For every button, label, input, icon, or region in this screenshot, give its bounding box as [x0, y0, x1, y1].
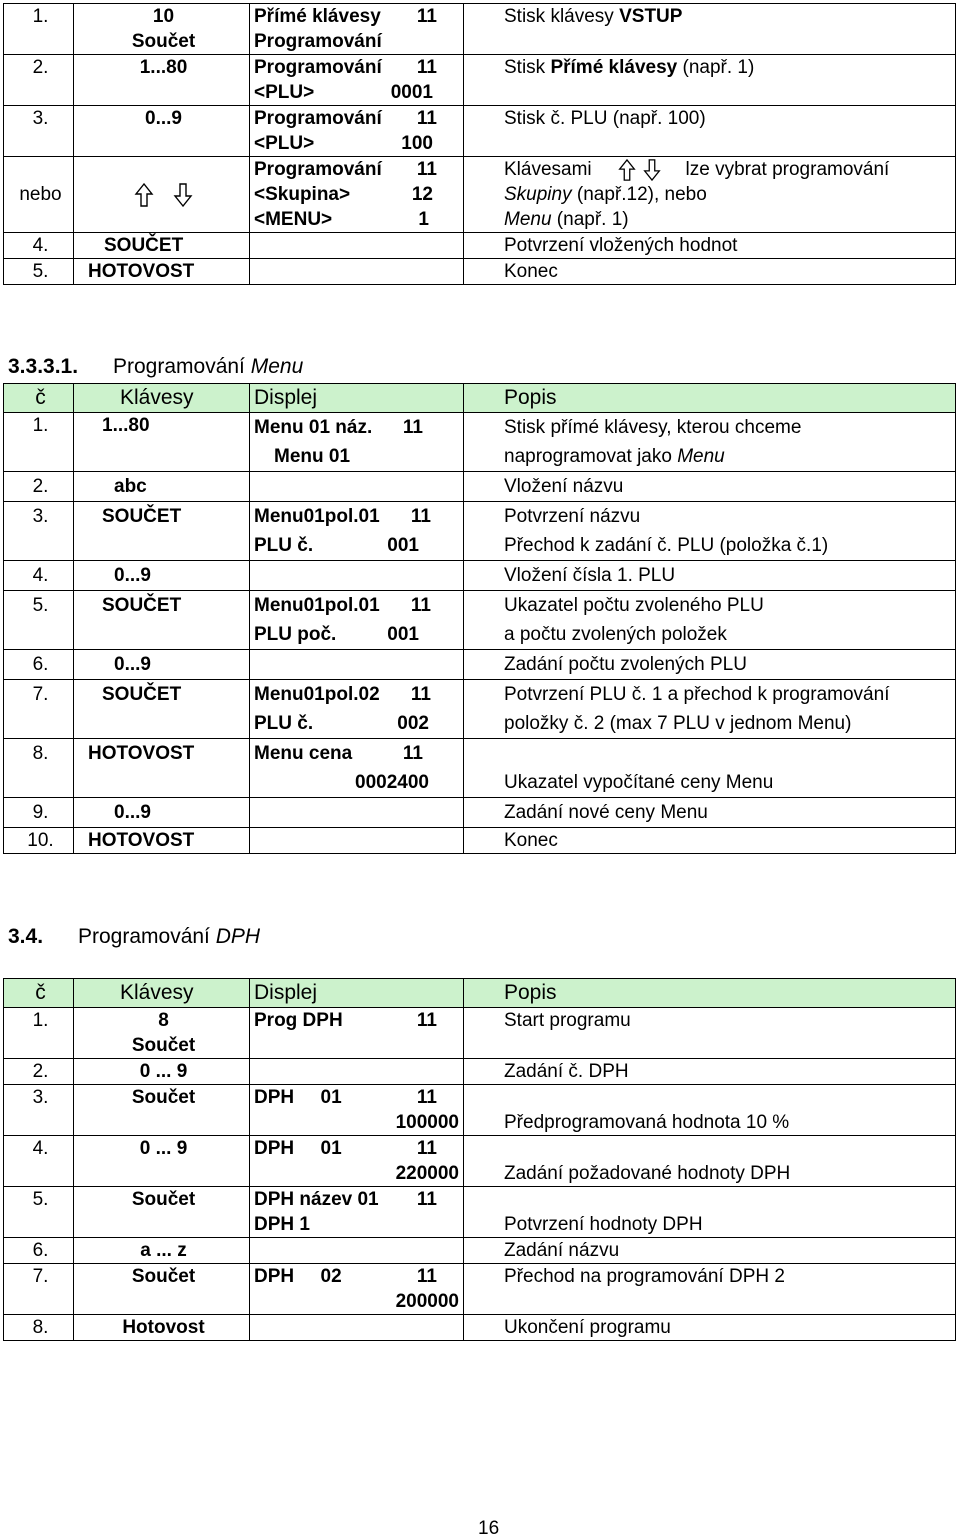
cell-desc: Klávesami lze vybrat programování Skupiny (např.12), nebo Menu (např. 1)	[464, 157, 956, 233]
cell-display	[250, 259, 464, 285]
table-row: 8. Hotovost Ukončení programu	[4, 1315, 956, 1341]
table-row: 3. SOUČET Menu01pol.01 11 PLU č. 001 Potvrzení názvu Přechod k zadání č. PLU (položka č.1)	[4, 502, 956, 561]
cell-display: Programování 11 <PLU> 0001	[250, 55, 464, 106]
table-row	[4, 233, 956, 259]
cell-desc: Stisk č. PLU (např. 100)	[464, 106, 956, 157]
cell-desc: Konec	[464, 259, 956, 285]
table-row: 1. 1...80 Menu 01 náz. 11 Menu 01 Stisk přímé klávesy, kterou chceme naprogramovat jako Menu	[4, 413, 956, 472]
cell-display: Programování 11 <PLU> 100	[250, 106, 464, 157]
table-program-plu	[3, 3, 956, 285]
cell-display	[250, 233, 464, 259]
cell-num: 5.	[4, 259, 74, 285]
table-row: 3. Součet DPH 01 11 100000 Předprogramovaná hodnota 10 %	[4, 1085, 956, 1136]
cell-keys: HOTOVOST	[74, 259, 250, 285]
table-row: 7. SOUČET Menu01pol.02 11 PLU č. 002 Potvrzení PLU č. 1 a přechod k programování položky č. 2 (max 7 PLU v jednom Menu)	[4, 680, 956, 739]
table-row: 6. 0...9 Zadání počtu zvolených PLU	[4, 650, 956, 680]
cell-display: Programování 11 <Skupina> 12 <MENU> 1	[250, 157, 464, 233]
down-arrow-icon	[642, 159, 662, 181]
table-row	[4, 157, 956, 233]
table-program-menu	[3, 383, 956, 854]
section-heading: 3.3.3.1. Programování Menu	[8, 355, 304, 378]
table-row: 5. Součet DPH název 01 11 DPH 1 Potvrzení hodnoty DPH	[4, 1187, 956, 1238]
up-arrow-icon	[617, 159, 637, 181]
page-number: 16	[478, 1518, 500, 1539]
cell-desc: Stisk Přímé klávesy (např. 1)	[464, 55, 956, 106]
down-arrow-icon	[173, 183, 193, 207]
cell-keys	[74, 157, 250, 233]
table-row	[4, 4, 956, 55]
cell-num: 2.	[4, 55, 74, 106]
table-row: 4. 0 ... 9 DPH 01 11 220000 Zadání požadované hodnoty DPH	[4, 1136, 956, 1187]
table-row: 9. 0...9 Zadání nové ceny Menu	[4, 798, 956, 828]
table-row: 2. 0 ... 9 Zadání č. DPH	[4, 1059, 956, 1085]
table-row: 10. HOTOVOST Konec	[4, 828, 956, 854]
up-arrow-icon	[134, 183, 154, 207]
table-row: 1. 8 Součet Prog DPH 11 Start programu	[4, 1008, 956, 1059]
cell-num: 4.	[4, 233, 74, 259]
table-header-row: č Klávesy Displej Popis	[4, 384, 956, 413]
cell-keys: SOUČET	[74, 233, 250, 259]
cell-display: Přímé klávesy 11 Programování	[250, 4, 464, 55]
cell-keys: 10 Součet	[74, 4, 250, 55]
table-row: 8. HOTOVOST Menu cena 11 0002400 Ukazatel vypočítané ceny Menu	[4, 739, 956, 798]
table-row: 7. Součet DPH 02 11 200000 Přechod na programování DPH 2	[4, 1264, 956, 1315]
table-row: 2. abc Vložení názvu	[4, 472, 956, 502]
table-row	[4, 106, 956, 157]
cell-desc: Potvrzení vložených hodnot	[464, 233, 956, 259]
table-program-dph	[3, 978, 956, 1341]
table-row: 6. a ... z Zadání názvu	[4, 1238, 956, 1264]
table-row	[4, 259, 956, 285]
table-row: 5. SOUČET Menu01pol.01 11 PLU poč. 001 Ukazatel počtu zvoleného PLU a počtu zvolených položek	[4, 591, 956, 650]
section-heading: 3.4. Programování DPH	[8, 925, 261, 948]
cell-keys: 0...9	[74, 106, 250, 157]
cell-num: 1.	[4, 4, 74, 55]
table-header-row: č Klávesy Displej Popis	[4, 979, 956, 1008]
cell-keys: 1...80	[74, 55, 250, 106]
cell-num: nebo	[4, 157, 74, 233]
table-row	[4, 55, 956, 106]
cell-desc: Stisk klávesy VSTUP	[464, 4, 956, 55]
cell-num: 3.	[4, 106, 74, 157]
table-row: 4. 0...9 Vložení čísla 1. PLU	[4, 561, 956, 591]
